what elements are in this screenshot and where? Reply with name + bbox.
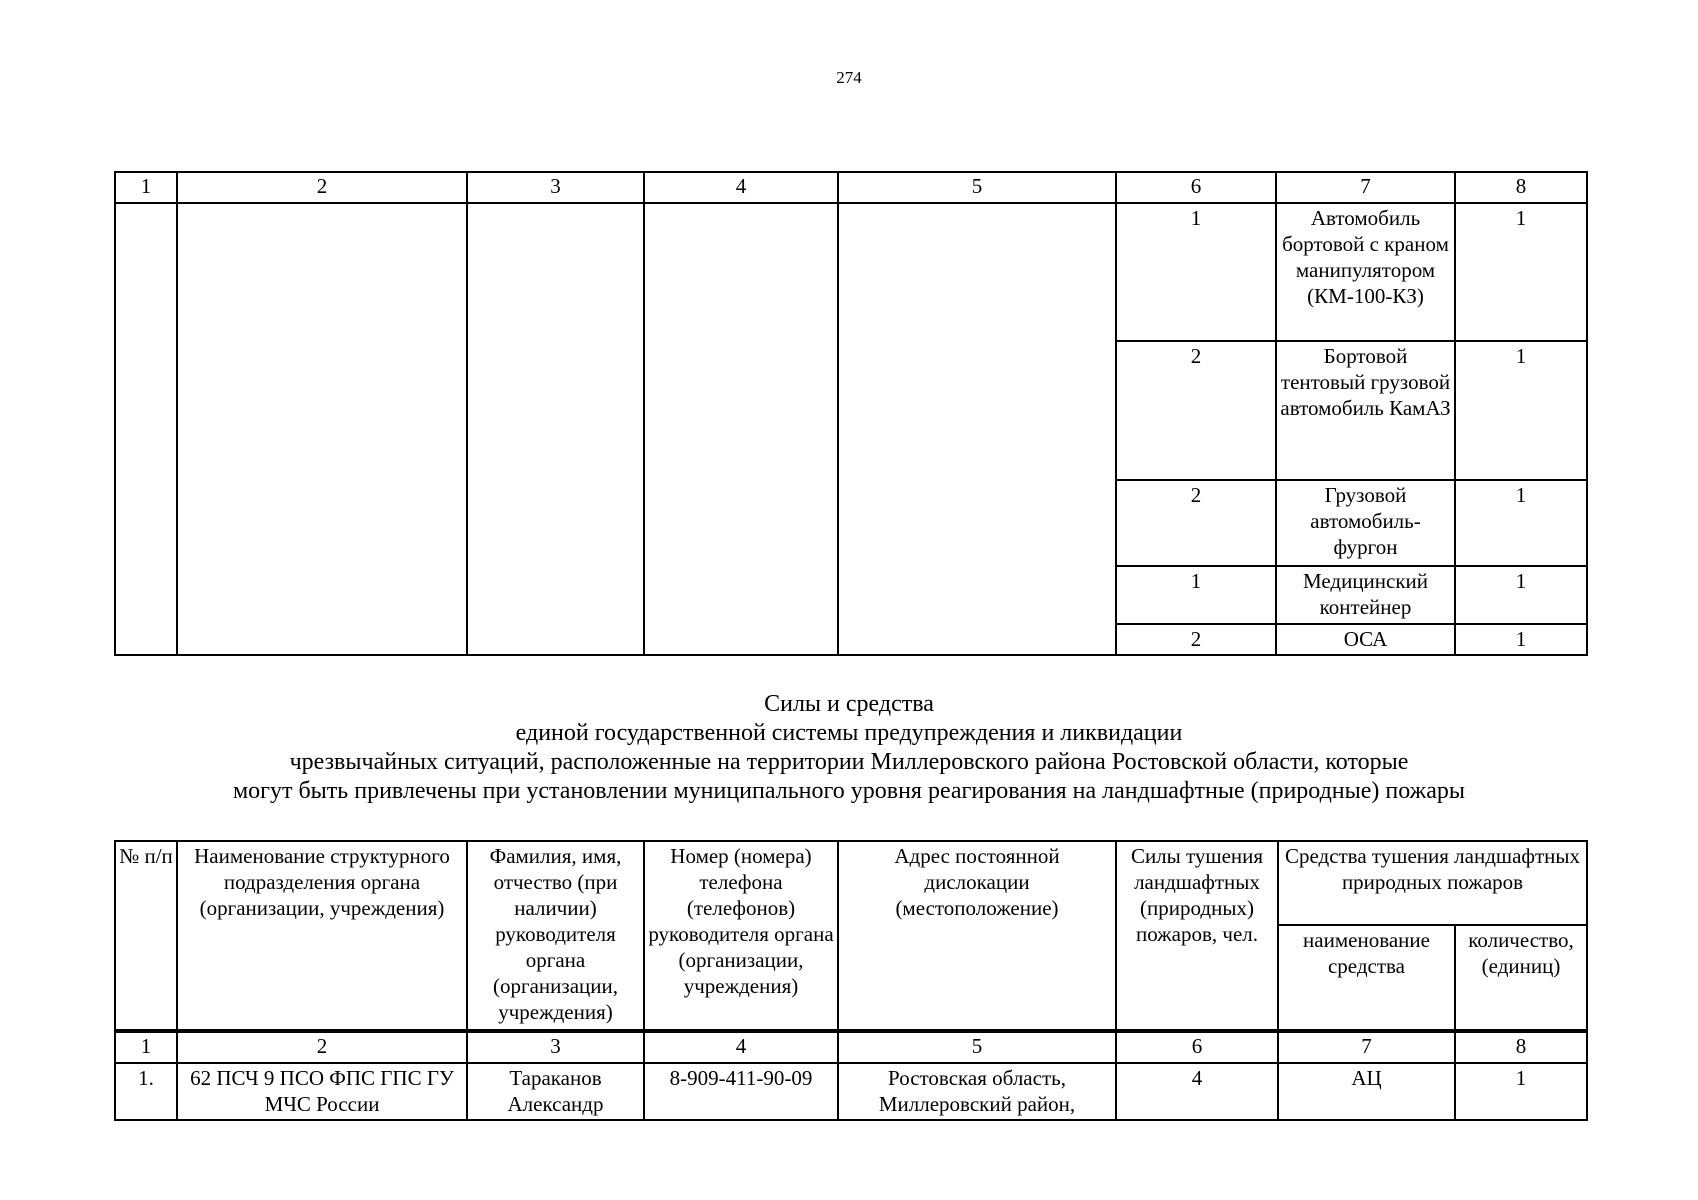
quantity-cell: 1 [1455, 203, 1587, 341]
column-number: 3 [467, 172, 644, 203]
column-number: 4 [644, 1031, 838, 1063]
means-name-cell: АЦ [1278, 1063, 1455, 1120]
address-cell: Ростовская область, Миллеровский район, [838, 1063, 1116, 1120]
unit-name-cell: 62 ПСЧ 9 ПСО ФПС ГПС ГУ МЧС России [177, 1063, 467, 1120]
phone-cell: 8-909-411-90-09 [644, 1063, 838, 1120]
head-name-cell: Тараканов Александр [467, 1063, 644, 1120]
quantity-cell: 1 [1455, 341, 1587, 480]
column-number: 3 [467, 1031, 644, 1063]
equipment-cell: ОСА [1276, 624, 1455, 655]
continuation-table [114, 171, 1588, 656]
column-number: 2 [177, 172, 467, 203]
heading-line: могут быть привлечены при установлении муниципального уровня реагирования на ландшафтные (природные) пожары [232, 778, 1466, 804]
empty-cell [467, 203, 644, 655]
equipment-cell: Медицинский контейнер [1276, 566, 1455, 624]
page-number: 274 [836, 68, 862, 87]
column-number: 5 [838, 172, 1116, 203]
table-row [115, 203, 1587, 341]
empty-cell [838, 203, 1116, 655]
forces-cell: 1 [1116, 566, 1276, 624]
column-number: 7 [1276, 172, 1455, 203]
empty-cell [644, 203, 838, 655]
header-row [115, 841, 1587, 925]
column-number-row [115, 172, 1587, 203]
header-address: Адрес постоянной дислокации (местоположение) [838, 841, 1116, 1031]
equipment-cell: Бортовой тентовый грузовой автомобиль КамАЗ [1276, 341, 1455, 480]
column-number: 8 [1455, 1031, 1587, 1063]
header-means-group: Средства тушения ландшафтных природных пожаров [1278, 841, 1587, 925]
header-head-name: Фамилия, имя, отчество (при наличии) руководителя органа (организации, учреждения) [467, 841, 644, 1031]
column-number: 4 [644, 172, 838, 203]
quantity-cell: 1 [1455, 566, 1587, 624]
column-number: 1 [115, 172, 177, 203]
forces-cell: 2 [1116, 480, 1276, 566]
forces-table [114, 840, 1588, 1121]
equipment-cell: Грузовой автомобиль-фургон [1276, 480, 1455, 566]
empty-cell [177, 203, 467, 655]
equipment-cell: Автомобиль бортовой с краном манипулятором (КМ-100-КЗ) [1276, 203, 1455, 341]
row-num: 1. [115, 1063, 177, 1120]
column-number-row [115, 1031, 1587, 1063]
table-row [115, 1063, 1587, 1120]
quantity-cell: 1 [1455, 624, 1587, 655]
empty-cell [115, 203, 177, 655]
quantity-cell: 1 [1455, 480, 1587, 566]
heading-line: единой государственной системы предупреждения и ликвидации [515, 720, 1183, 746]
header-num: № п/п [115, 841, 177, 1031]
header-means-name: наименование средства [1278, 925, 1455, 1031]
forces-cell: 1 [1116, 203, 1276, 341]
column-number: 5 [838, 1031, 1116, 1063]
column-number: 6 [1116, 1031, 1278, 1063]
column-number: 1 [115, 1031, 177, 1063]
header-phone: Номер (номера) телефона (телефонов) руководителя органа (организации, учреждения) [644, 841, 838, 1031]
forces-cell: 2 [1116, 624, 1276, 655]
forces-cell: 4 [1116, 1063, 1278, 1120]
heading-line: Силы и средства [764, 691, 934, 717]
section-heading [0, 690, 1698, 806]
column-number: 6 [1116, 172, 1276, 203]
column-number: 2 [177, 1031, 467, 1063]
header-means-qty: количество, (единиц) [1455, 925, 1587, 1031]
column-number: 8 [1455, 172, 1587, 203]
header-forces: Силы тушения ландшафтных (природных) пожаров, чел. [1116, 841, 1278, 1031]
forces-cell: 2 [1116, 341, 1276, 480]
column-number: 7 [1278, 1031, 1455, 1063]
header-unit-name: Наименование структурного подразделения органа (организации, учреждения) [177, 841, 467, 1031]
means-qty-cell: 1 [1455, 1063, 1587, 1120]
heading-line: чрезвычайных ситуаций, расположенные на территории Миллеровского района Ростовской области, которые [289, 749, 1409, 775]
